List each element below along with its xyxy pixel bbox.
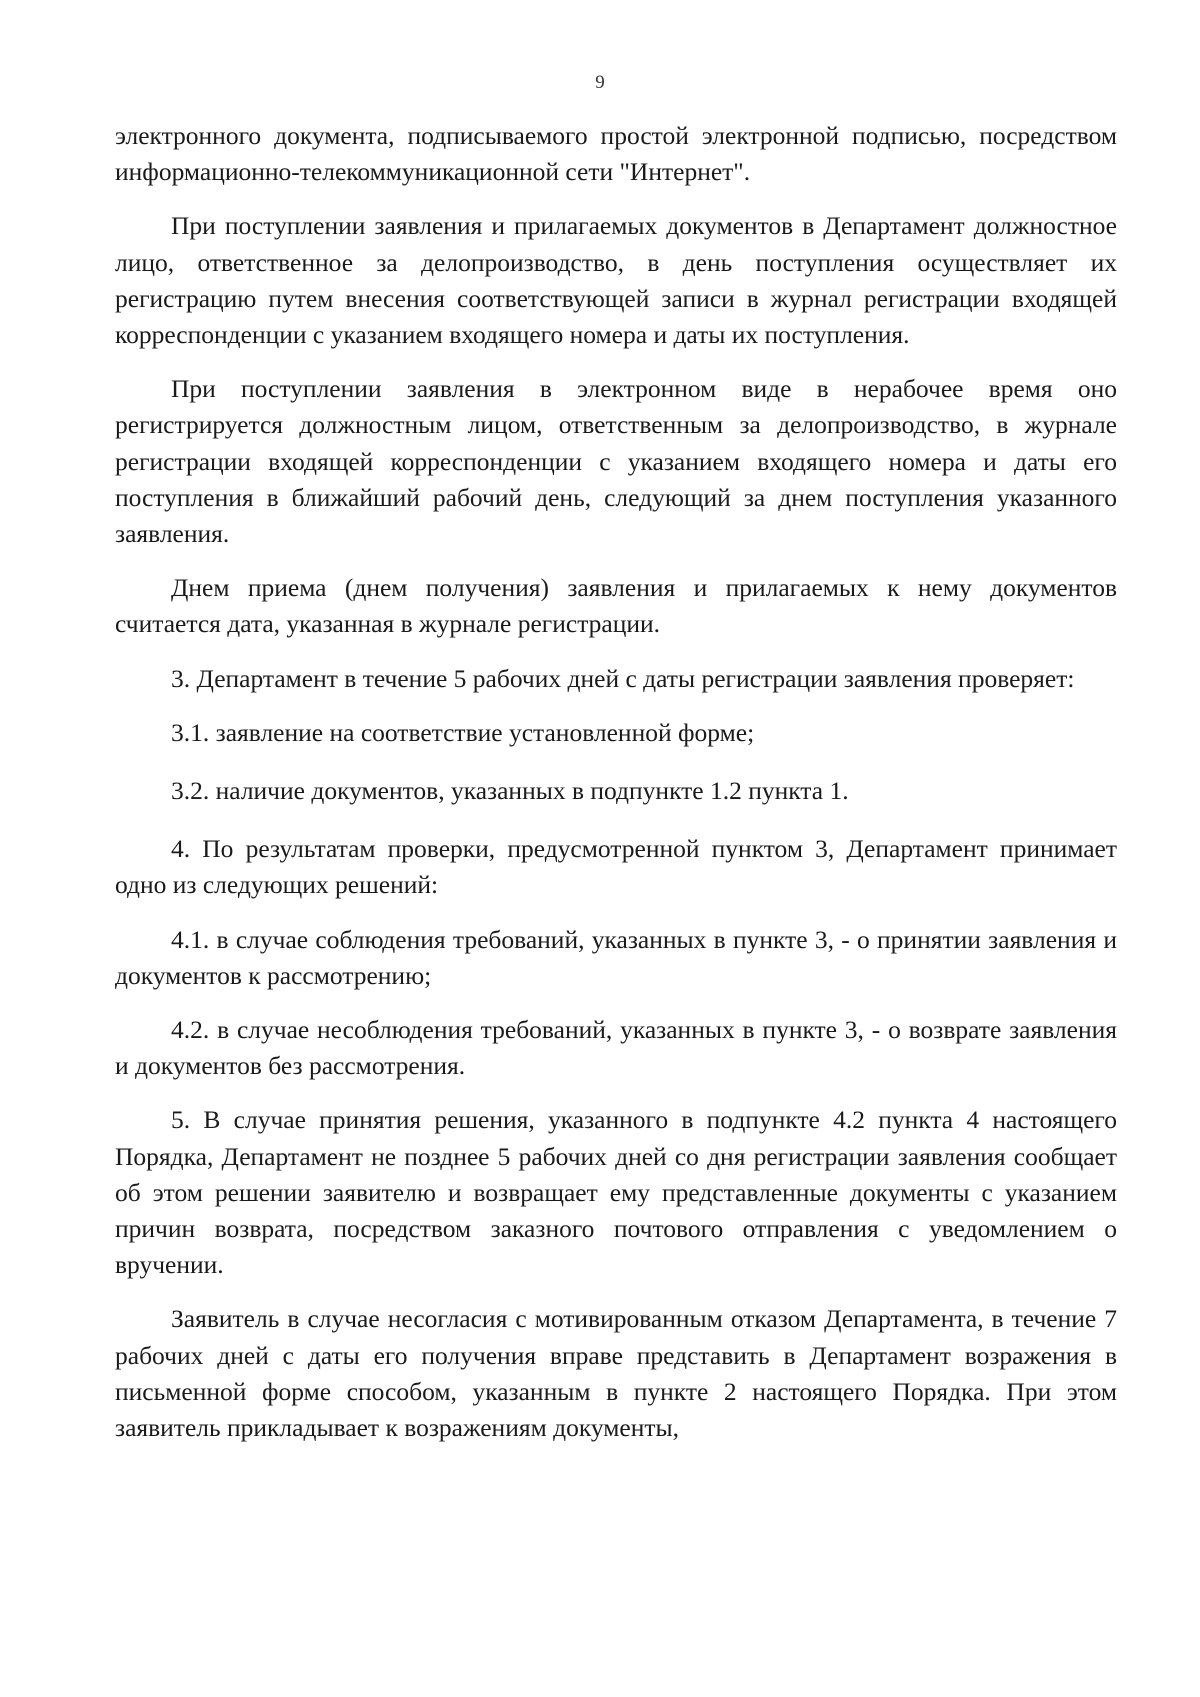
- paragraph-objection: Заявитель в случае несогласия с мотивированным отказом Департамента, в течение 7 рабочих дней с даты его получения вправе представить в Департамент возражения в письменной форме способом, указанным в пункте 2 настоящего Порядка. При этом заявитель прикладывает к возражениям документы,: [115, 1304, 1117, 1443]
- paragraph-item-3: 3. Департамент в течение 5 рабочих дней с даты регистрации заявления проверяет:: [171, 663, 1075, 693]
- paragraph-reception-date: Днем приема (днем получения) заявления и прилагаемых к нему документов считается дата, указанная в журнале регистрации.: [115, 573, 1117, 639]
- paragraph-continuation: электронного документа, подписываемого простой электронной подписью, посредством информационно-телекоммуникационной сети "Интернет".: [115, 121, 1117, 187]
- paragraph-registration: При поступлении заявления и прилагаемых документов в Департамент должностное лицо, ответственное за делопроизводство, в день поступления осуществляет их регистрацию путем внесения соответствующей записи в журнал регистрации входящей корреспонденции с указанием входящего номера и даты их поступления.: [115, 211, 1117, 350]
- paragraph-item-4-2: 4.2. в случае несоблюдения требований, указанных в пункте 3, - о возврате заявления и документов без рассмотрения.: [115, 1015, 1117, 1081]
- paragraph-item-4-1: 4.1. в случае соблюдения требований, указанных в пункте 3, - о принятии заявления и документов к рассмотрению;: [115, 924, 1117, 990]
- paragraph-item-4: 4. По результатам проверки, предусмотренной пунктом 3, Департамент принимает одно из следующих решений:: [115, 834, 1117, 900]
- paragraph-electronic-registration: При поступлении заявления в электронном виде в нерабочее время оно регистрируется должностным лицом, ответственным за делопроизводство, в журнале регистрации входящей корреспонденции с указанием входящего номера и даты его поступления в ближайший рабочий день, следующий за днем поступления указанного заявления.: [115, 374, 1117, 549]
- paragraph-item-3-2: 3.2. наличие документов, указанных в подпункте 1.2 пункта 1.: [171, 776, 849, 806]
- document-body: [115, 118, 1117, 1464]
- page-number: 9: [595, 72, 605, 93]
- paragraph-item-3-1: 3.1. заявление на соответствие установленной форме;: [171, 717, 755, 747]
- paragraph-item-5: 5. В случае принятия решения, указанного в подпункте 4.2 пункта 4 настоящего Порядка, Департамент не позднее 5 рабочих дней со дня регистрации заявления сообщает об этом решении заявителю и возвращает ему представленные документы с указанием причин возврата, посредством заказного почтового отправления с уведомлением о вручении.: [115, 1105, 1117, 1280]
